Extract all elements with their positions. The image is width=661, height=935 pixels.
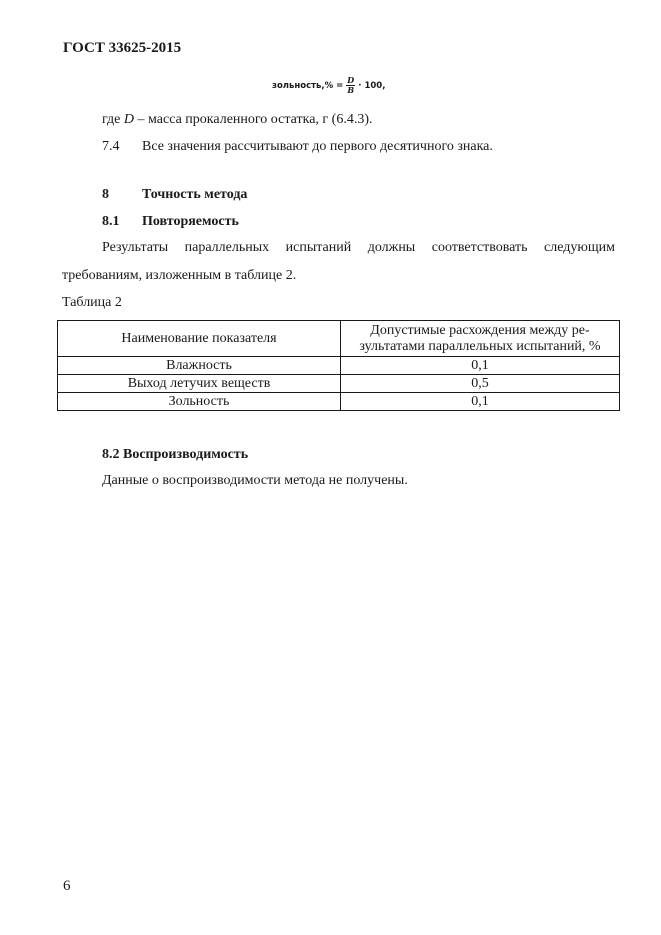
clause-text: Все значения рассчитывают до первого десятичного знака.: [142, 139, 493, 154]
repeatability-paragraph-line2: требованиям, изложенным в таблице 2.: [62, 268, 297, 283]
header-allowed-discrepancy: [341, 321, 620, 357]
formula-numerator: D: [347, 75, 355, 85]
ash-formula: [272, 76, 385, 95]
formula-fraction: [346, 76, 355, 95]
table-header-row: [58, 321, 620, 357]
clause-number: 7.4: [102, 139, 120, 154]
section-title: Повторяемость: [142, 214, 239, 229]
table-caption: Таблица 2: [62, 295, 122, 310]
section-8-heading: [102, 187, 247, 203]
indicator-name: Влажность: [58, 357, 341, 375]
legend-symbol: D: [123, 112, 135, 127]
section-8-2-heading: 8.2 Воспроизводимость: [102, 447, 249, 462]
formula-lhs: зольность,% =: [272, 80, 344, 91]
indicator-value: 0,1: [341, 393, 620, 411]
table-row: [58, 375, 620, 393]
table-row: [58, 357, 620, 375]
legend-prefix: где: [102, 112, 124, 127]
section-number: 8: [102, 187, 109, 202]
header-indicator-name: Наименование показателя: [58, 321, 341, 357]
document-header: ГОСТ 33625-2015: [63, 40, 182, 56]
indicator-name: Зольность: [58, 393, 341, 411]
table-row: [58, 393, 620, 411]
formula-legend: [102, 112, 373, 128]
reproducibility-text: Данные о воспроизводимости метода не получены.: [102, 473, 408, 488]
header-line-2: зультатами параллельных испытаний, %: [359, 338, 601, 354]
header-line-1: Допустимые расхождения между ре-: [370, 322, 590, 338]
indicator-value: 0,5: [341, 375, 620, 393]
table-2: [57, 320, 620, 411]
section-8-1-heading: [102, 214, 239, 230]
formula-rhs: · 100,: [358, 80, 386, 91]
clause-7-4: [102, 139, 493, 155]
section-title: Точность метода: [142, 187, 248, 202]
indicator-value: 0,1: [341, 357, 620, 375]
indicator-name: Выход летучих веществ: [58, 375, 341, 393]
page-number: 6: [63, 878, 71, 894]
legend-text: – масса прокаленного остатка, г (6.4.3).: [134, 112, 373, 127]
section-number: 8.1: [102, 214, 120, 229]
repeatability-paragraph-line1: Результаты параллельных испытаний должны соответствовать следующим: [102, 240, 615, 255]
formula-denominator: B: [347, 85, 355, 95]
